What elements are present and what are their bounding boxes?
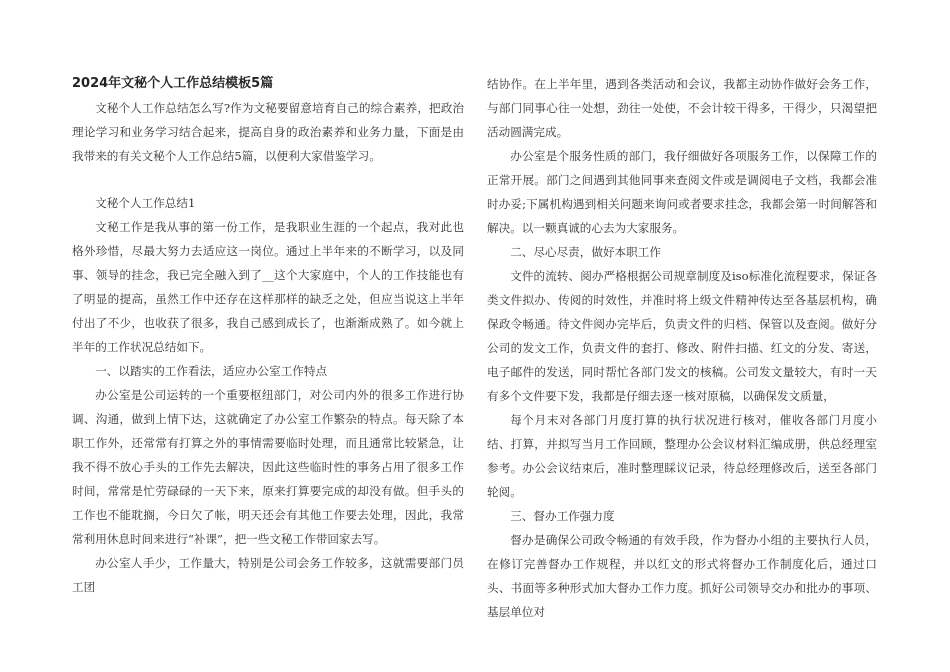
section-heading-summary-1: 文秘个人工作总结1 [95, 196, 196, 210]
section-heading-2: 二、尽心尽责，做好本职工作 [510, 245, 661, 259]
intro-paragraph: 文秘个人工作总结怎么写?作为文秘要留意培育自己的综合素养，把政治理论学习和业务学习结合起来，提高自身的政治素养和业务力量，下面是由我带来的有关文秘个人工作总结5篇，以便利大家借鉴学习。 [72, 101, 464, 163]
left-column [72, 72, 464, 599]
paragraph-continued: 结协作。在上半年里，遇到各类活动和会议，我都主动协作做好会务工作，与部门同事心往一处想，劲往一处使，不会计较干得多，干得少，只渴望把活动圆满完成。 [487, 77, 877, 139]
paragraph: 办公室是个服务性质的部门，我仔细做好各项服务工作，以保障工作的正常开展。部门之间遇到其他同事来查阅文件或是调阅电子文档，我都会准时办妥;下属机构遇到相关问题来询问或者要求挂念，我都会第一时间解答和解决。以一颗真诚的心去为大家服务。 [487, 149, 877, 235]
paragraph: 办公室人手少，工作量大，特别是公司会务工作较多，这就需要部门员工团 [72, 556, 464, 594]
paragraph: 每个月末对各部门月度打算的执行状况进行核对，催收各部门月度小结、打算，并拟写当月工作回顾，整理办公会议材料汇编成册，供总经理室参考。办公会议结束后，准时整理睬议记录，待总经理修改后，送至各部门轮阅。 [487, 413, 877, 499]
right-column [487, 72, 877, 624]
document-title: 2024年文秘个人工作总结模板5篇 [72, 76, 274, 91]
section-heading-1: 一、以踏实的工作看法，适应办公室工作特点 [95, 364, 328, 378]
paragraph: 督办是确保公司政令畅通的有效手段，作为督办小组的主要执行人员，在修订完善督办工作规程，并以红文的形式将督办工作制度化后，通过口头、书面等多种形式加大督办工作力度。抓好公司领导交办和批办的事项、基层单位对 [487, 533, 877, 619]
paragraph: 文件的流转、阅办严格根据公司规章制度及iso标准化流程要求，保证各类文件拟办、传阅的时效性，并准时将上级文件精神传达至各基层机构，确保政令畅通。待文件阅办完毕后，负责文件的归档、保管以及查阅。做好分公司的发文工作，负责文件的套打、修改、附件扫描、红文的分发、寄送，电子邮件的发送，同时帮忙各部门发文的核稿。公司发文量较大，有时一天有多个文件要下发，我都是仔细去逐一核对原稿，以确保发文质量， [487, 269, 877, 403]
paragraph: 办公室是公司运转的一个重要枢纽部门，对公司内外的很多工作进行协调、沟通，做到上情下达，这就确定了办公室工作繁杂的特点。每天除了本职工作外，还常常有打算之外的事情需要临时处理，而且通常比较紧急，让我不得不放心手头的工作先去解决，因此这些临时性的事务占用了很多工作时间，常常是忙劳碌碌的一天下来，原来打算要完成的却没有做。但手头的工作也不能耽搁，今日欠了帐，明天还会有其他工作要去处理，因此，我常常利用休息时间来进行“补课”，把一些文秘工作带回家去写。 [72, 388, 464, 546]
paragraph: 文秘工作是我从事的第一份工作，是我职业生涯的一个起点，我对此也格外珍惜，尽最大努力去适应这一岗位。通过上半年来的不断学习，以及同事、领导的挂念，我已完全融入到了__这个大家庭中，个人的工作技能也有了明显的提高，虽然工作中还存在这样那样的缺乏之处，但应当说这上半年付出了不少，也收获了很多，我自己感到成长了，也渐渐成熟了。如今就上半年的工作状况总结如下。 [72, 220, 464, 354]
section-heading-3: 三、督办工作强力度 [510, 509, 615, 523]
